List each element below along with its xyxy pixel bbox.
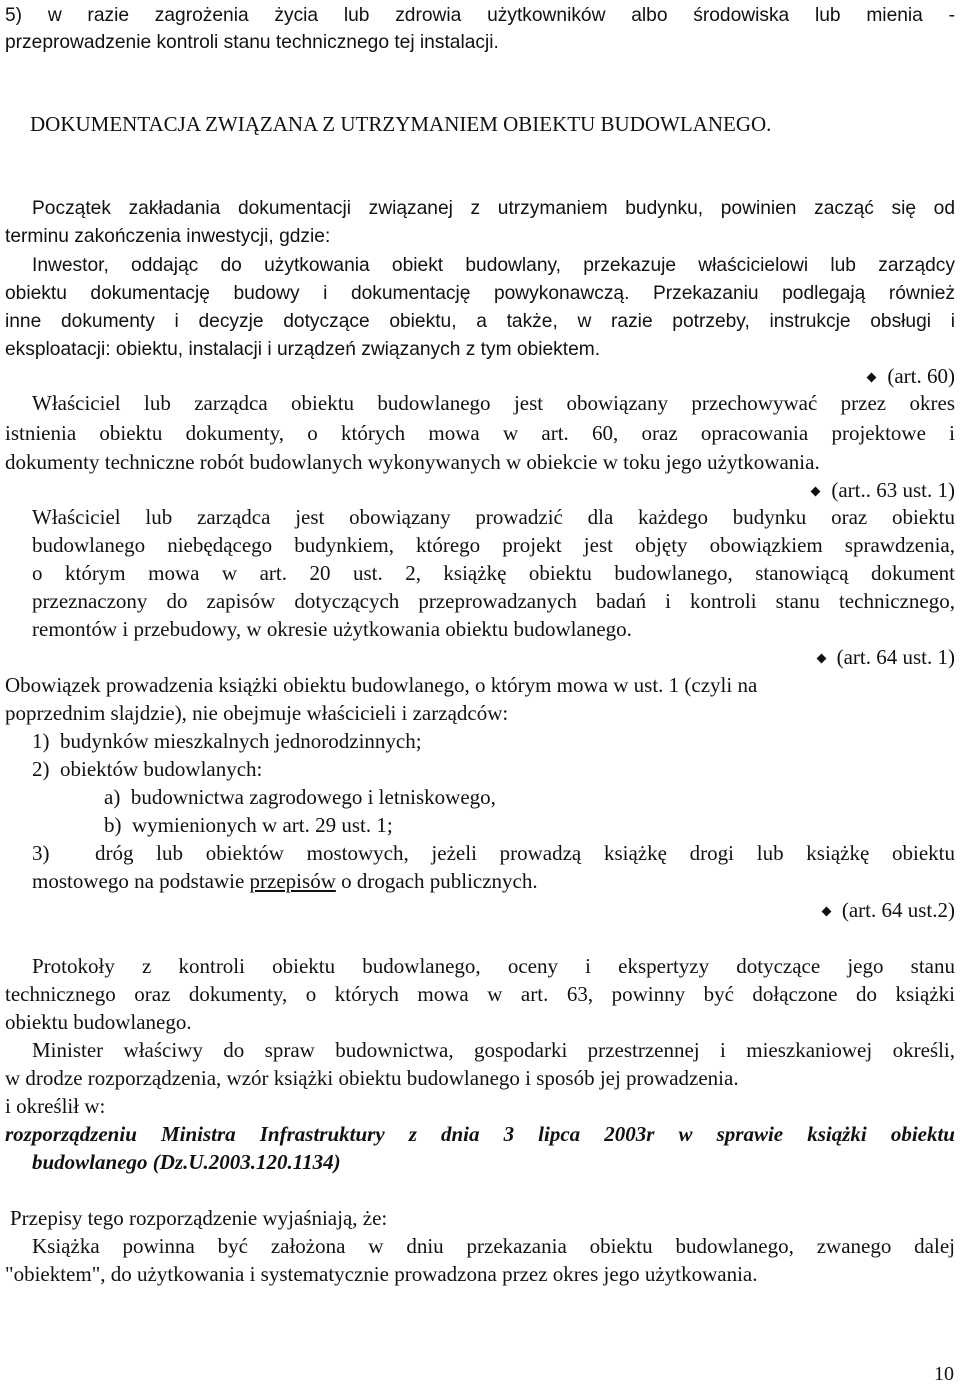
book-line-1: Właściciel lub zarządca jest obowiązany prowadzić dla każdego budynku oraz obiektu [32,505,955,529]
book-line-5: remontów i przebudowy, w okresie użytkowania obiektu budowlanego. [32,617,632,641]
diamond-bullet-icon [821,907,831,917]
list-item-2b: b) wymienionych w art. 29 ust. 1; [104,813,393,837]
minister-line-3: i określił w: [5,1094,106,1118]
reference-art60: (art. 60) [868,366,955,387]
section-heading: DOKUMENTACJA ZWIĄZANA Z UTRZYMANIEM OBIEKTU BUDOWLANEGO. [30,112,772,136]
diamond-bullet-icon [867,373,877,383]
obligation-line-2: poprzednim slajdzie), nie obejmuje właścicieli i zarządców: [5,701,509,725]
start-line-2: terminu zakończenia inwestycji, gdzie: [5,226,331,247]
obligation-line-1: Obowiązek prowadzenia książki obiektu budowlanego, o którym mowa w ust. 1 (czyli na [5,673,758,697]
rules-line-1: Książka powinna być założona w dniu przekazania obiektu budowlanego, zwanego dalej [32,1234,955,1258]
item5-line-1: 5) w razie zagrożenia życia lub zdrowia użytkowników albo środowiska lub mienia - [5,5,955,26]
book-line-2: budowlanego niebędącego budynkiem, którego projekt jest objęty obowiązkiem sprawdzenia, [32,533,955,557]
list-item-2a: a) budownictwa zagrodowego i letniskowego, [104,785,496,809]
start-line-6: eksploatacji: obiektu, instalacji i urządzeń związanych z tym obiektem. [5,339,601,360]
list-item-3-line-2: mostowego na podstawie przepisów o drogach publicznych. [32,869,538,893]
list-item-2: 2) obiektów budowlanych: [32,757,263,781]
owner-line-1: Właściciel lub zarządca obiektu budowlanego jest obowiązany przechowywać przez okres [32,391,955,415]
page-number: 10 [934,1363,954,1385]
rules-intro: Przepisy tego rozporządzenie wyjaśniają, że: [10,1206,388,1230]
list-item-1: 1) budynków mieszkalnych jednorodzinnych; [32,729,422,753]
reference-art63: (art.. 63 ust. 1) [812,480,955,501]
diamond-bullet-icon [816,654,826,664]
start-line-1: Początek zakładania dokumentacji związanej z utrzymaniem budynku, powinien zacząć się od [32,198,955,219]
regulation-line-2: budowlanego (Dz.U.2003.120.1134) [32,1150,341,1174]
item5-line-2: przeprowadzenie kontroli stanu technicznego tej instalacji. [5,32,499,53]
protocols-line-3: obiektu budowlanego. [5,1010,192,1034]
reference-art64-ust2: (art. 64 ust.2) [823,900,955,921]
minister-line-2: w drodze rozporządzenia, wzór książki obiektu budowlanego i sposób jej prowadzenia. [5,1066,739,1090]
diamond-bullet-icon [811,487,821,497]
book-line-3: o którym mowa w art. 20 ust. 2, książkę obiektu budowlanego, stanowiącą dokument [32,561,955,585]
regulations-link[interactable]: przepisów [249,869,336,893]
owner-line-2: istnienia obiektu dokumenty, o których mowa w art. 60, oraz opracowania projektowe i [5,421,955,445]
start-line-3: Inwestor, oddając do użytkowania obiekt budowlany, przekazuje właścicielowi lub zarządcy [32,255,955,276]
book-line-4: przeznaczony do zapisów dotyczących przeprowadzanych badań i kontroli stanu technicznego, [32,589,955,613]
minister-line-1: Minister właściwy do spraw budownictwa, gospodarki przestrzennej i mieszkaniowej określi, [32,1038,955,1062]
list-item-3-line-1: 3) dróg lub obiektów mostowych, jeżeli prowadzą książkę drogi lub książkę obiektu [32,841,955,865]
rules-line-2: "obiektem", do użytkowania i systematycznie prowadzona przez okres jego użytkowania. [5,1262,758,1286]
start-line-4: obiektu dokumentację budowy i dokumentację powykonawczą. Przekazaniu podlegają również [5,283,955,304]
protocols-line-1: Protokoły z kontroli obiektu budowlanego, oceny i ekspertyzy dotyczące jego stanu [32,954,955,978]
reference-art64-ust1: (art. 64 ust. 1) [818,647,955,668]
start-line-5: inne dokumenty i decyzje dotyczące obiektu, a także, w razie potrzeby, instrukcje obsługi i [5,311,955,332]
protocols-line-2: technicznego oraz dokumenty, o których mowa w art. 63, powinny być dołączone do książki [5,982,955,1006]
owner-line-3: dokumenty techniczne robót budowlanych wykonywanych w obiekcie w toku jego użytkowania. [5,450,820,474]
regulation-line-1: rozporządzeniu Ministra Infrastruktury z dnia 3 lipca 2003r w sprawie książki obiektu [5,1122,955,1146]
